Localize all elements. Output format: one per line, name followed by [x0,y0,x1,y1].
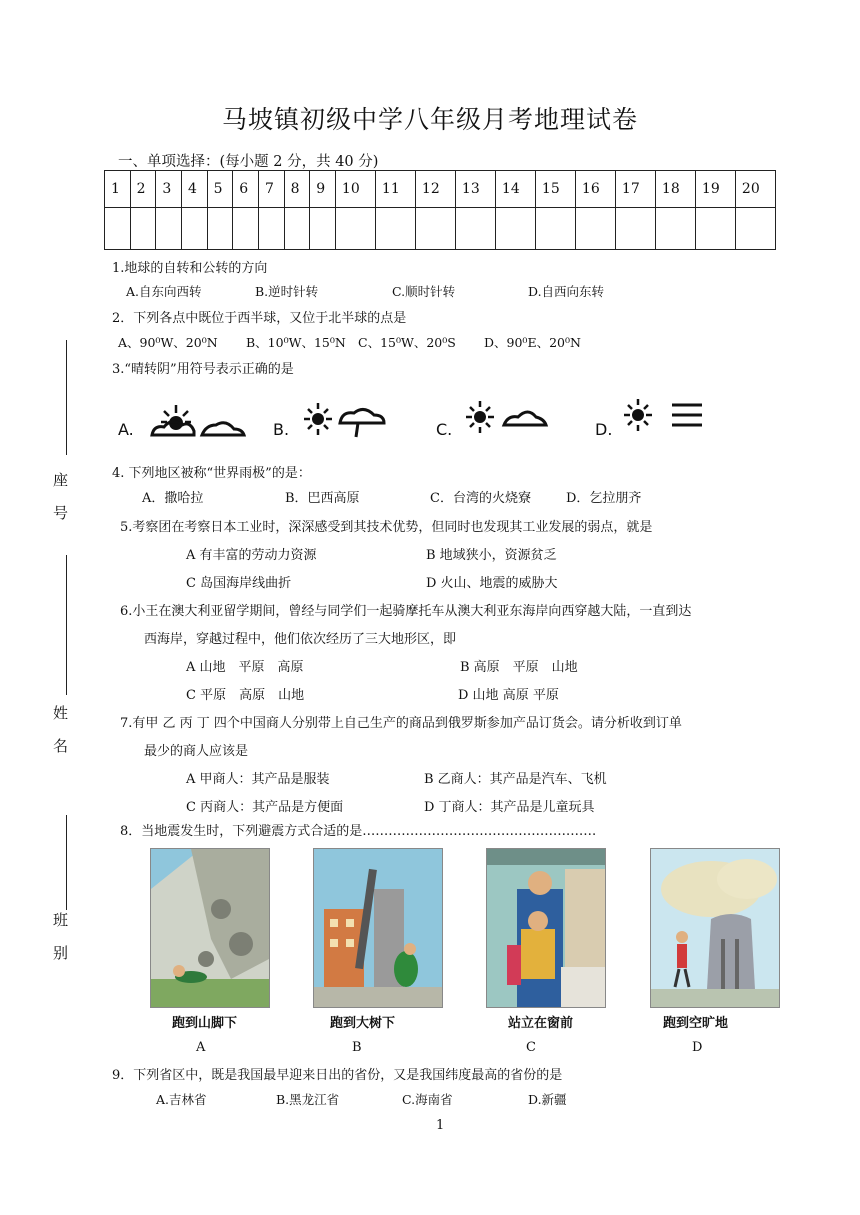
answer-cell[interactable] [181,208,207,250]
q6-stem-line2: 西海岸，穿越过程中，他们依次经历了三大地形区，即 [144,632,457,647]
answer-table-number: 1 [105,171,131,208]
answer-table-number: 13 [455,171,495,208]
q8-letter-c: C [526,1040,536,1055]
answer-table-number: 5 [207,171,233,208]
answer-table-number: 19 [695,171,735,208]
q1-stem: 1.地球的自转和公转的方向 [112,261,268,276]
q8-letter-d: D [692,1040,703,1055]
answer-cell[interactable] [258,208,284,250]
q7-option-a: A 甲商人：其产品是服装 [186,772,330,787]
q8-caption-c: 站立在窗前 [508,1016,574,1031]
q2-stem: 2．下列各点中既位于西半球，又位于北半球的点是 [112,311,407,326]
answer-cell[interactable] [156,208,182,250]
q9-stem: 9．下列省区中，既是我国最早迎来日出的省份，又是我国纬度最高的省份的是 [112,1068,563,1083]
q6-option-c: C 平原 高原 山地 [186,688,305,703]
answer-cell[interactable] [284,208,310,250]
answer-cell[interactable] [455,208,495,250]
illustration-window [486,848,606,1008]
q6-option-a: A 山地 平原 高原 [186,660,304,675]
binding-line [66,815,67,910]
q5-option-b: B 地域狭小，资源贫乏 [426,548,557,563]
q3-option-a: A. [118,420,134,439]
q5-stem: 5.考察团在考察日本工业时，深深感受到其技术优势，但同时也发现其工业发展的弱点，就是 [120,520,653,535]
q4-option-c: C．台湾的火烧寮 [430,491,531,506]
page-number: 1 [436,1118,445,1133]
q8-caption-b: 跑到大树下 [330,1016,396,1031]
answer-table-number: 2 [130,171,156,208]
q9-option-a: A.吉林省 [156,1092,207,1107]
answer-cell[interactable] [310,208,336,250]
answer-table-number: 3 [156,171,182,208]
answer-cell[interactable] [735,208,775,250]
q8-letter-a: A [196,1040,206,1055]
q1-option-c: C.顺时针转 [392,284,456,299]
illustration-mountain-foot [150,848,270,1008]
illustration-open-ground [650,848,780,1008]
q5-option-d: D 火山、地震的威胁大 [426,576,558,591]
q2-option-d: D、90⁰E、20⁰N [484,335,581,350]
answer-cell[interactable] [655,208,695,250]
answer-cell[interactable] [415,208,455,250]
q8-stem: 8．当地震发生时，下列避震方式合适的是……………………………………………… [120,824,597,839]
q6-stem-line1: 6.小王在澳大利亚留学期间，曾经与同学们一起骑摩托车从澳大利亚东海岸向西穿越大陆，一直到达 [120,604,692,619]
answer-cell[interactable] [695,208,735,250]
q7-option-b: B 乙商人：其产品是汽车、飞机 [424,772,607,787]
q6-option-d: D 山地 高原 平原 [458,688,559,703]
answer-table-number: 9 [310,171,336,208]
q1-option-d: D.自西向东转 [528,284,605,299]
q9-option-b: B.黑龙江省 [276,1092,340,1107]
section-heading: 一、单项选择：(每小题 2 分，共 40 分) [118,154,379,170]
q3-option-b: B. [273,420,290,439]
q2-option-b: B、10⁰W、15⁰N [246,335,346,350]
answer-table-number: 16 [575,171,615,208]
q4-stem: 4. 下列地区被称“世界雨极”的是： [112,466,311,481]
answer-cell[interactable] [375,208,415,250]
answer-table-number: 6 [233,171,259,208]
q2-option-a: A、90⁰W、20⁰N [118,335,218,350]
q3-option-d: D. [595,420,613,439]
q9-option-c: C.海南省 [402,1092,453,1107]
page-title: 马坡镇初级中学八年级月考地理试卷 [221,105,638,134]
q9-option-d: D.新疆 [528,1092,567,1107]
q7-option-c: C 丙商人：其产品是方便面 [186,800,344,815]
answer-table-number: 18 [655,171,695,208]
q7-stem-line1: 7.有甲 乙 丙 丁 四个中国商人分别带上自己生产的商品到俄罗斯参加产品订货会。请分析收到订单 [120,716,682,731]
answer-cell[interactable] [335,208,375,250]
answer-table-number: 15 [535,171,575,208]
answer-cell[interactable] [207,208,233,250]
answer-cell[interactable] [233,208,259,250]
answer-table-number: 8 [284,171,310,208]
q4-option-d: D．乞拉朋齐 [566,491,642,506]
q8-letter-b: B [352,1040,362,1055]
q2-option-c: C、15⁰W、20⁰S [358,335,456,350]
q1-option-a: A.自东向西转 [126,284,202,299]
answer-cell[interactable] [495,208,535,250]
q8-caption-a: 跑到山脚下 [172,1016,238,1031]
answer-table-number: 7 [258,171,284,208]
q7-option-d: D 丁商人：其产品是儿童玩具 [424,800,595,815]
seat-label: 座号 [51,472,69,538]
answer-table-number: 11 [375,171,415,208]
q3-option-c: C. [436,420,453,439]
q6-option-b: B 高原 平原 山地 [460,660,578,675]
q7-stem-line2: 最少的商人应该是 [144,744,249,759]
illustration-big-tree [313,848,443,1008]
answer-cell[interactable] [105,208,131,250]
sun-then-fog-icon [618,395,708,445]
q3-stem: 3.“晴转阴”用符号表示正确的是 [112,362,294,377]
q4-option-a: A．撒哈拉 [142,491,204,506]
answer-table-number: 17 [615,171,655,208]
answer-cell[interactable] [130,208,156,250]
binding-line [66,555,67,695]
sun-and-rain-cloud-icon [298,395,388,445]
answer-table-number: 10 [335,171,375,208]
class-label: 班别 [51,912,69,978]
answer-table-number: 20 [735,171,775,208]
binding-line [66,340,67,455]
answer-table-number: 12 [415,171,455,208]
sun-behind-cloud-icon [146,395,246,445]
answer-table [104,170,776,250]
q1-option-b: B.逆时针转 [255,284,319,299]
q8-caption-d: 跑到空旷地 [663,1016,729,1031]
answer-cell[interactable] [615,208,655,250]
q4-option-b: B．巴西高原 [285,491,360,506]
answer-cell[interactable] [575,208,615,250]
q5-option-c: C 岛国海岸线曲折 [186,576,292,591]
answer-table-number: 14 [495,171,535,208]
name-label: 姓名 [51,705,69,771]
answer-table-number: 4 [181,171,207,208]
answer-cell[interactable] [535,208,575,250]
sun-then-cloud-icon [460,395,550,445]
q5-option-a: A 有丰富的劳动力资源 [186,548,317,563]
